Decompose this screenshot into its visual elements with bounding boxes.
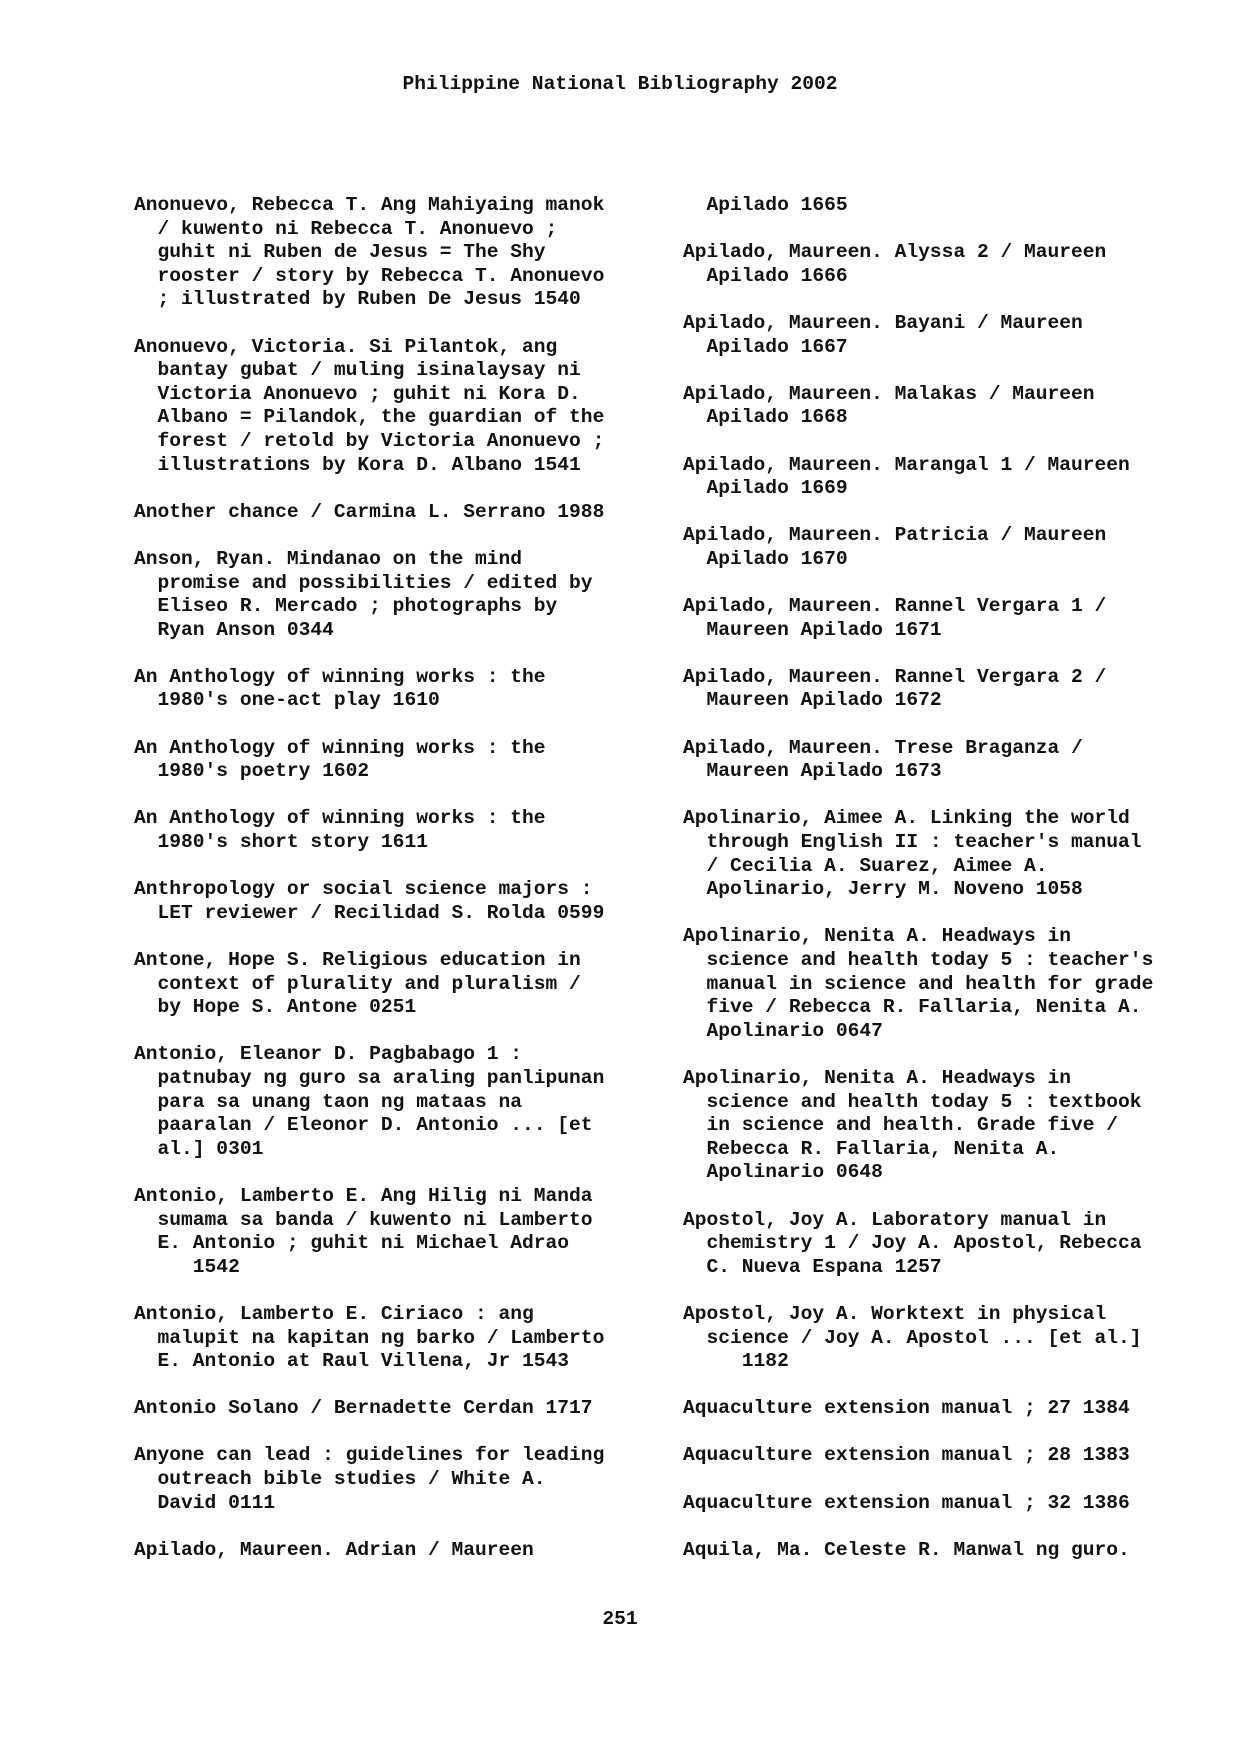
entry-continuation-line: / Cecilia A. Suarez, Aimee A. <box>683 854 1048 877</box>
entry-first-line: An Anthology of winning works : the <box>134 807 546 830</box>
bibliography-entry <box>683 595 1240 642</box>
entry-continuation-line: in science and health. Grade five / <box>683 1114 1119 1137</box>
bibliography-entry <box>134 737 694 784</box>
entry-first-line: Aquaculture extension manual ; 32 1386 <box>683 1491 1130 1514</box>
bibliography-entry <box>134 194 694 312</box>
entry-continuation-line: outreach bible studies / White A. <box>134 1468 546 1491</box>
entry-first-line: Anyone can lead : guidelines for leading <box>134 1444 605 1467</box>
entry-first-line: Aquila, Ma. Celeste R. Manwal ng guro. <box>683 1538 1130 1561</box>
entry-first-line: Antonio Solano / Bernadette Cerdan 1717 <box>134 1397 593 1420</box>
entry-continuation-line: through English II : teacher's manual <box>683 831 1142 854</box>
bibliography-entry <box>134 1185 694 1279</box>
entry-continuation-line: Apilado 1667 <box>683 335 848 358</box>
entry-continuation-line: Apolinario 0647 <box>683 1019 883 1042</box>
bibliography-entry <box>683 737 1240 784</box>
entry-continuation-line: Apolinario 0648 <box>683 1161 883 1184</box>
entry-first-line: Apilado, Maureen. Alyssa 2 / Maureen <box>683 241 1107 264</box>
bibliography-entry <box>134 878 694 925</box>
bibliography-entry <box>683 1492 1240 1516</box>
entry-continuation-line: Apilado 1668 <box>683 406 848 429</box>
bibliography-entry <box>683 194 1240 218</box>
entry-continuation-line: 1182 <box>683 1350 789 1373</box>
entry-continuation-line: science / Joy A. Apostol ... [et al.] <box>683 1326 1142 1349</box>
entry-continuation-line: LET reviewer / Recilidad S. Rolda 0599 <box>134 901 605 924</box>
entry-first-line: Apilado, Maureen. Rannel Vergara 1 / <box>683 595 1107 618</box>
entry-first-line: Apostol, Joy A. Worktext in physical <box>683 1302 1107 1325</box>
entry-continuation-line: Apilado 1670 <box>683 547 848 570</box>
entry-continuation-line: guhit ni Ruben de Jesus = The Shy <box>134 241 546 264</box>
entry-continuation-line: paaralan / Eleonor D. Antonio ... [et <box>134 1114 593 1137</box>
entry-first-line: Apilado, Maureen. Malakas / Maureen <box>683 382 1095 405</box>
bibliography-entry <box>683 454 1240 501</box>
bibliography-entry <box>683 524 1240 571</box>
entry-continuation-line: 1980's short story 1611 <box>134 831 428 854</box>
entry-continuation-line: ; illustrated by Ruben De Jesus 1540 <box>134 288 581 311</box>
entry-first-line: Apostol, Joy A. Laboratory manual in <box>683 1208 1107 1231</box>
entry-first-line: Anthropology or social science majors : <box>134 878 593 901</box>
entry-first-line: Apilado, Maureen. Bayani / Maureen <box>683 311 1083 334</box>
entry-continuation-line: forest / retold by Victoria Anonuevo ; <box>134 429 605 452</box>
entry-continuation-line: malupit na kapitan ng barko / Lamberto <box>134 1326 605 1349</box>
entry-first-line: Apilado, Maureen. Adrian / Maureen <box>134 1538 534 1561</box>
bibliography-entry <box>134 1303 694 1374</box>
entry-continuation-line: Maureen Apilado 1673 <box>683 760 942 783</box>
entry-continuation-line: al.] 0301 <box>134 1137 264 1160</box>
entry-continuation-line: para sa unang taon ng mataas na <box>134 1090 523 1113</box>
bibliography-entry <box>683 666 1240 713</box>
bibliography-entry <box>134 548 694 642</box>
entry-continuation-line: science and health today 5 : teacher's <box>683 949 1154 971</box>
bibliography-entry <box>134 949 694 1020</box>
entry-continuation-line: 1980's one-act play 1610 <box>134 689 440 712</box>
entry-continuation-line: Eliseo R. Mercado ; photographs by <box>134 595 558 618</box>
entry-first-line: Another chance / Carmina L. Serrano 1988 <box>134 500 605 523</box>
entry-continuation-line: by Hope S. Antone 0251 <box>134 996 417 1019</box>
bibliography-entry <box>683 1303 1240 1374</box>
entry-continuation-line: 1542 <box>134 1255 240 1278</box>
entry-first-line: Apilado, Maureen. Patricia / Maureen <box>683 524 1107 547</box>
entry-continuation-line: E. Antonio at Raul Villena, Jr 1543 <box>134 1350 570 1373</box>
bibliography-entry <box>683 1209 1240 1280</box>
entry-continuation-line: sumama sa banda / kuwento ni Lamberto <box>134 1208 593 1231</box>
bibliography-entry <box>134 1043 694 1161</box>
bibliography-entry <box>683 383 1240 430</box>
entry-continuation-line: 1980's poetry 1602 <box>134 760 370 783</box>
entry-continuation-line: Apilado 1666 <box>683 264 848 287</box>
entry-first-line: Apolinario, Nenita A. Headways in <box>683 1066 1072 1089</box>
entry-first-line: Anonuevo, Victoria. Si Pilantok, ang <box>134 335 558 358</box>
entry-continuation-line: / kuwento ni Rebecca T. Anonuevo ; <box>134 217 558 240</box>
entry-continuation-line: Rebecca R. Fallaria, Nenita A. <box>683 1137 1060 1160</box>
bibliography-entry <box>134 1539 694 1563</box>
entry-first-line: Anonuevo, Rebecca T. Ang Mahiyaing manok <box>134 194 605 216</box>
entry-continuation-line: Maureen Apilado 1671 <box>683 618 942 641</box>
entry-first-line: Anson, Ryan. Mindanao on the mind <box>134 547 523 570</box>
bibliography-entry <box>683 807 1240 901</box>
entry-first-line: Antonio, Lamberto E. Ang Hilig ni Manda <box>134 1184 593 1207</box>
bibliography-entry <box>683 925 1240 1043</box>
page-number: 251 <box>602 1608 638 1630</box>
entry-continuation-line: Apolinario, Jerry M. Noveno 1058 <box>683 878 1083 901</box>
bibliography-entry <box>683 1444 1240 1468</box>
bibliography-entry <box>683 312 1240 359</box>
entry-first-line: An Anthology of winning works : the <box>134 665 546 688</box>
entry-first-line: Apilado, Maureen. Rannel Vergara 2 / <box>683 665 1107 688</box>
entry-continuation-line: Maureen Apilado 1672 <box>683 689 942 712</box>
entry-continuation-line: E. Antonio ; guhit ni Michael Adrao <box>134 1232 570 1255</box>
left-column <box>134 194 694 1586</box>
bibliography-entry <box>134 336 694 478</box>
entry-continuation-line: chemistry 1 / Joy A. Apostol, Rebecca <box>683 1232 1142 1255</box>
entry-first-line: Aquaculture extension manual ; 28 1383 <box>683 1444 1130 1467</box>
entry-first-line: Apilado, Maureen. Marangal 1 / Maureen <box>683 453 1130 476</box>
entry-first-line: Apolinario, Aimee A. Linking the world <box>683 807 1130 830</box>
bibliography-entry <box>134 807 694 854</box>
entry-continuation-line: Ryan Anson 0344 <box>134 618 334 641</box>
entry-continuation-line: science and health today 5 : textbook <box>683 1090 1142 1113</box>
bibliography-entry <box>683 241 1240 288</box>
bibliography-entry <box>134 666 694 713</box>
entry-continuation-line: context of plurality and pluralism / <box>134 972 581 995</box>
entry-first-line: Aquaculture extension manual ; 27 1384 <box>683 1397 1130 1420</box>
entry-continuation-line: Apilado 1669 <box>683 477 848 500</box>
entry-continuation-line: Victoria Anonuevo ; guhit ni Kora D. <box>134 382 581 405</box>
entry-first-line: Antonio, Lamberto E. Ciriaco : ang <box>134 1302 534 1325</box>
bibliography-entry <box>683 1397 1240 1421</box>
entry-continuation-line: manual in science and health for grade <box>683 972 1154 995</box>
page-header: Philippine National Bibliography 2002 <box>402 73 838 95</box>
entry-first-line: Antonio, Eleanor D. Pagbabago 1 : <box>134 1043 523 1066</box>
bibliography-entry <box>134 1444 694 1515</box>
bibliography-entry <box>683 1067 1240 1185</box>
entry-continuation-line: Albano = Pilandok, the guardian of the <box>134 406 605 429</box>
entry-continuation-line: C. Nueva Espana 1257 <box>683 1255 942 1278</box>
entry-first-line: Apilado, Maureen. Trese Braganza / <box>683 736 1083 759</box>
entry-continuation-line: David 0111 <box>134 1491 276 1514</box>
entry-continuation-line: five / Rebecca R. Fallaria, Nenita A. <box>683 996 1142 1019</box>
entry-first-line: An Anthology of winning works : the <box>134 736 546 759</box>
entry-continuation-line: bantay gubat / muling isinalaysay ni <box>134 359 581 382</box>
bibliography-entry <box>134 501 694 525</box>
entry-first-line: Apilado 1665 <box>683 194 848 216</box>
entry-continuation-line: promise and possibilities / edited by <box>134 571 593 594</box>
bibliography-entry <box>683 1539 1240 1563</box>
entry-first-line: Apolinario, Nenita A. Headways in <box>683 925 1072 948</box>
right-column <box>683 194 1240 1586</box>
entry-continuation-line: patnubay ng guro sa araling panlipunan <box>134 1066 605 1089</box>
bibliography-entry <box>134 1397 694 1421</box>
entry-first-line: Antone, Hope S. Religious education in <box>134 949 581 971</box>
entry-continuation-line: illustrations by Kora D. Albano 1541 <box>134 453 581 476</box>
entry-continuation-line: rooster / story by Rebecca T. Anonuevo <box>134 264 605 287</box>
